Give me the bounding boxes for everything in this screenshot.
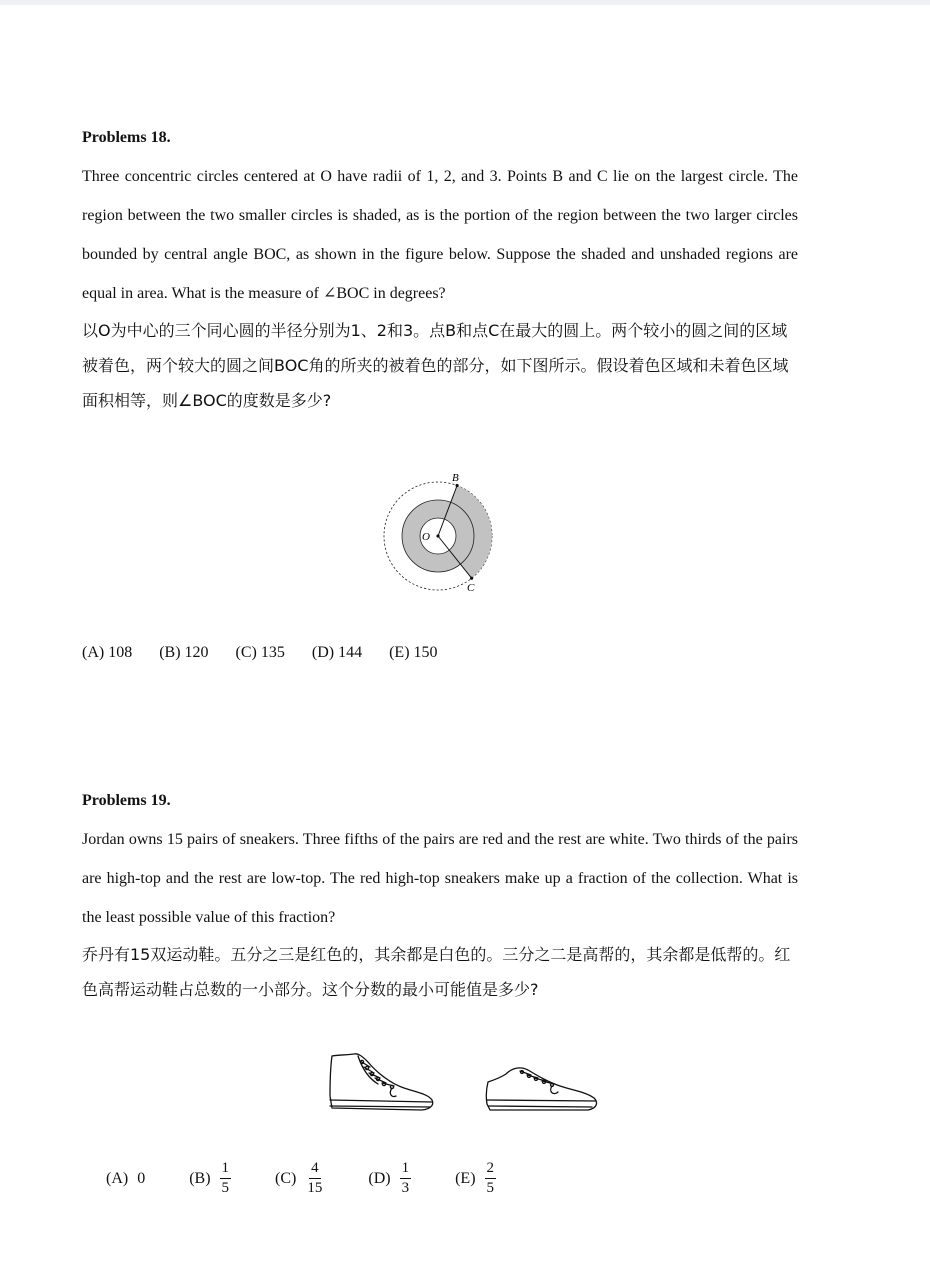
choice-c [275, 1160, 324, 1197]
numerator: 1 [220, 1160, 232, 1179]
low-top-sneaker-icon [486, 1068, 596, 1110]
choice-label: (B) [189, 1169, 211, 1187]
choice-e: (E) 150 [389, 644, 438, 661]
fraction [485, 1160, 497, 1197]
point-c [470, 577, 473, 580]
choice-d: (D) 144 [311, 644, 363, 661]
label-c: C [467, 582, 475, 594]
numerator: 1 [400, 1160, 412, 1179]
denominator: 5 [486, 1180, 495, 1196]
numerator: 4 [309, 1160, 321, 1179]
label-o: O [422, 531, 430, 543]
denominator: 5 [221, 1180, 230, 1196]
denominator: 3 [401, 1180, 410, 1196]
problem-18-choices [82, 642, 461, 664]
problem-19-english-text: Jordan owns 15 pairs of sneakers. Three fifths of the pairs are red and the rest are white. Two thirds of the pairs are high-top and the rest are low-top. The red high-top sneakers make up a fraction of the collection. What is the least possible value of this fraction? [82, 831, 798, 926]
choice-label: (E) [455, 1169, 476, 1187]
problem-18 [82, 127, 798, 418]
label-b: B [452, 472, 459, 484]
problem-19-chinese-text: 乔丹有15双运动鞋。五分之三是红色的，其余都是白色的。三分之二是高帮的，其余都是低帮的。红色高帮运动鞋占总数的一小部分。这个分数的最小可能值是多少? [82, 945, 791, 999]
choice-d [368, 1160, 411, 1197]
problem-18-chinese-text: 以O为中心的三个同心圆的半径分别为1、2和3。点B和点C在最大的圆上。两个较小的圆之间的区域被着色，两个较大的圆之间BOC角的所夹的被着色的部分，如下图所示。假设着色区域和未着色区域面积相等，则∠BOC的度数是多少? [82, 321, 789, 410]
concentric-circles-figure [376, 468, 500, 598]
problem-18-title: Problems 18. [82, 129, 171, 146]
choice-a: (A) 108 [82, 644, 133, 661]
choice-b: (B) 120 [159, 644, 209, 661]
sneakers-figure [322, 1050, 602, 1116]
problem-19-title: Problems 19. [82, 792, 171, 809]
choice-a [106, 1170, 145, 1188]
fraction [400, 1160, 412, 1197]
choice-b [189, 1160, 231, 1197]
choice-c: (C) 135 [235, 644, 285, 661]
choice-value: 0 [137, 1169, 146, 1187]
choice-label: (A) [106, 1169, 129, 1187]
top-edge [0, 0, 930, 5]
choice-label: (D) [368, 1169, 391, 1187]
high-top-sneaker-icon [330, 1054, 433, 1110]
fraction [220, 1160, 232, 1197]
problem-18-english-text: Three concentric circles centered at O have radii of 1, 2, and 3. Points B and C lie on the largest circle. The region between the two smaller circles is shaded, as is the portion of the region between the two larger circles bounded by central angle BOC, as shown in the figure below. Suppose the shaded and unshaded regions are equal in area. What is the measure of ∠BOC in degrees? [82, 168, 798, 302]
point-o [436, 534, 439, 537]
fraction [305, 1160, 324, 1197]
numerator: 2 [485, 1160, 497, 1179]
point-b [456, 484, 459, 487]
choice-e [455, 1160, 496, 1197]
problem-19 [82, 790, 798, 1007]
denominator: 15 [307, 1180, 323, 1196]
choice-label: (C) [275, 1169, 297, 1187]
problem-19-choices [106, 1160, 540, 1197]
